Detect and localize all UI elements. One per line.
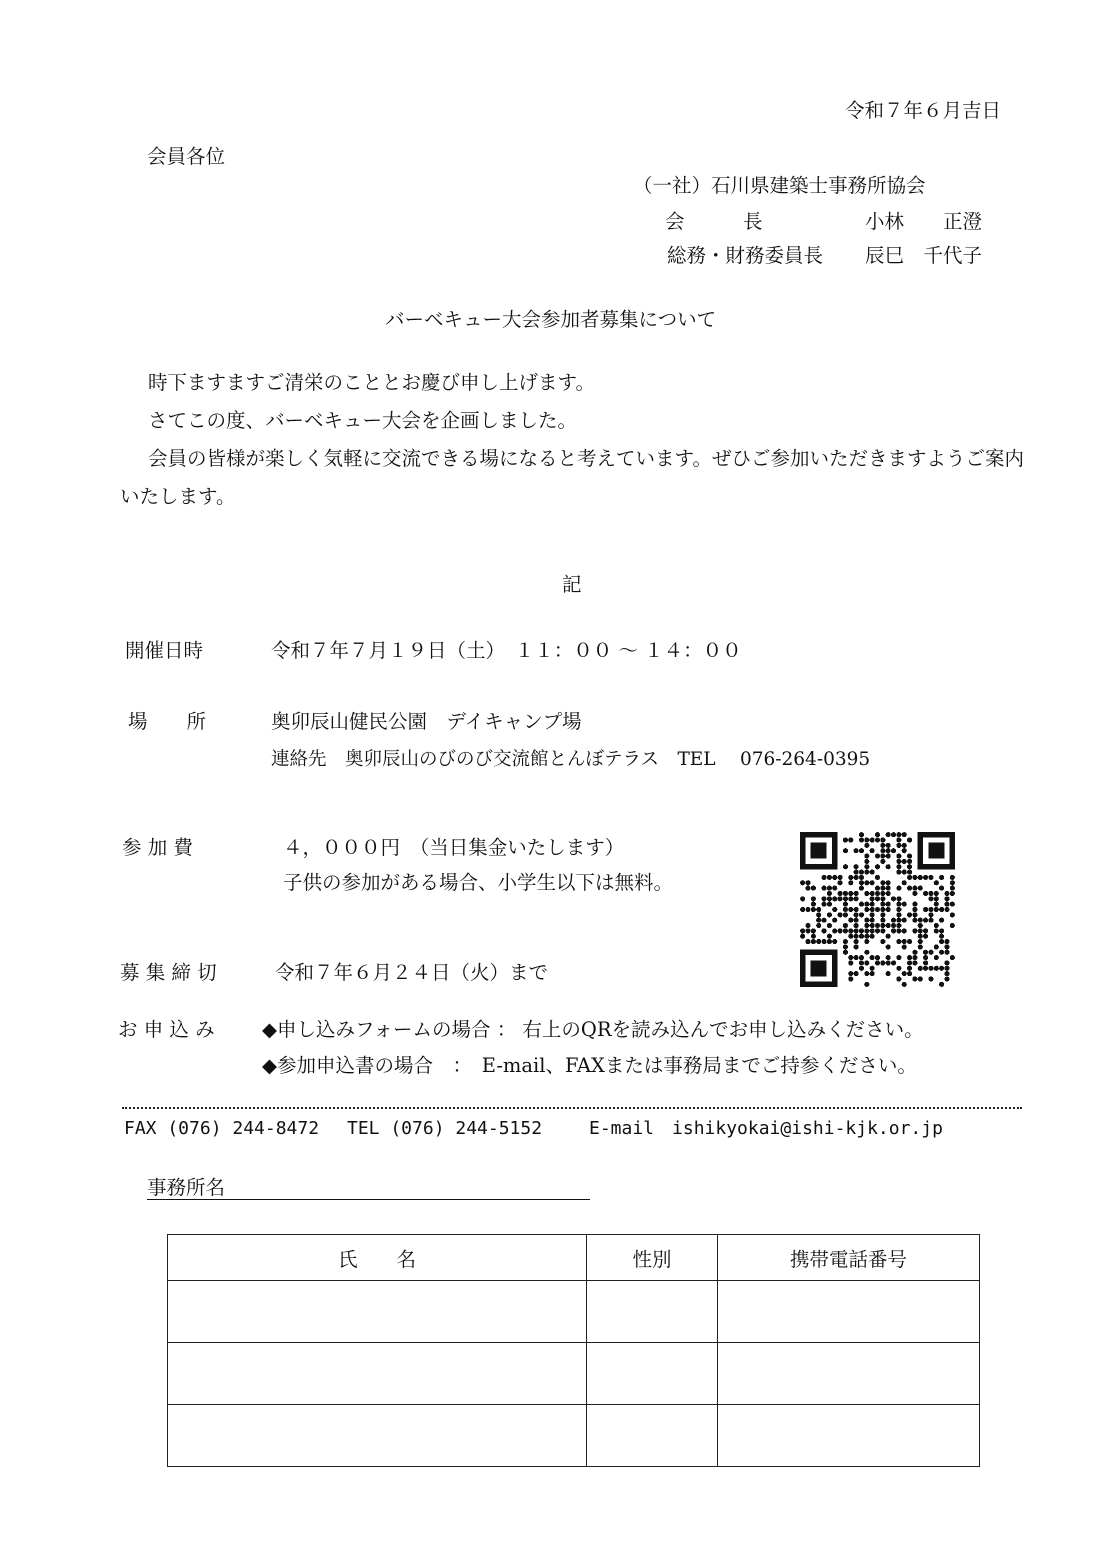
addressee: 会員各位 bbox=[147, 145, 226, 168]
sender-org: （一社）石川県建築士事務所協会 bbox=[633, 174, 926, 197]
fee-note: 子供の参加がある場合、小学生以下は無料。 bbox=[283, 871, 674, 894]
deadline-label: 募 集 締 切 bbox=[120, 961, 217, 984]
gender-cell[interactable] bbox=[587, 1343, 718, 1405]
table-row bbox=[168, 1281, 980, 1343]
qr-code-icon[interactable] bbox=[800, 832, 955, 987]
body-paragraph-2: さてこの度、バーベキュー大会を企画しました。 bbox=[148, 409, 578, 432]
apply-paper-text: ◆参加申込書の場合 ： E-mail、FAXまたは事務局までご持参ください。 bbox=[262, 1054, 917, 1077]
deadline-value: 令和７年６月２４日（火）まで bbox=[275, 961, 549, 984]
date-label: 開催日時 bbox=[125, 639, 204, 662]
sender-name-committee: 辰巳 千代子 bbox=[865, 244, 983, 267]
sender-role-committee: 総務・財務委員長 bbox=[667, 244, 824, 267]
date-value: 令和７年７月１９日（土） １１：００ ～ １４：００ bbox=[271, 639, 742, 662]
table-row bbox=[168, 1343, 980, 1405]
body-text bbox=[120, 364, 1025, 516]
apply-label: お 申 込 み bbox=[118, 1018, 215, 1041]
cut-line bbox=[122, 1107, 1022, 1109]
page-title: バーベキュー大会参加者募集について bbox=[385, 308, 717, 331]
ki-heading: 記 bbox=[562, 573, 582, 596]
table-header-row bbox=[168, 1235, 980, 1281]
participant-table bbox=[167, 1234, 980, 1467]
apply-form-text: ◆申し込みフォームの場合 ： 右上のQRを読み込んでお申し込みください。 bbox=[262, 1018, 924, 1041]
header-phone: 携帯電話番号 bbox=[718, 1235, 980, 1281]
name-cell[interactable] bbox=[168, 1405, 587, 1467]
phone-cell[interactable] bbox=[718, 1405, 980, 1467]
contact-email: E-mail ishikyokai@ishi-kjk.or.jp bbox=[589, 1118, 943, 1139]
place-value: 奥卯辰山健民公園 デイキャンプ場 bbox=[271, 710, 582, 733]
sender-name-president: 小林 正澄 bbox=[865, 210, 983, 233]
name-cell[interactable] bbox=[168, 1343, 587, 1405]
sender-role-president: 会 長 bbox=[665, 210, 763, 233]
issue-date: 令和７年６月吉日 bbox=[845, 99, 1002, 122]
contact-value: 連絡先 奥卯辰山のびのび交流館とんぼテラス TEL 076-264-0395 bbox=[271, 749, 871, 770]
name-cell[interactable] bbox=[168, 1281, 587, 1343]
phone-cell[interactable] bbox=[718, 1281, 980, 1343]
body-paragraph-3: 会員の皆様が楽しく気軽に交流できる場になると考えています。ぜひご参加いただきますようご案内いたします。 bbox=[120, 447, 1024, 508]
header-gender: 性別 bbox=[587, 1235, 718, 1281]
gender-cell[interactable] bbox=[587, 1281, 718, 1343]
body-paragraph-1: 時下ますますご清栄のこととお慶び申し上げます。 bbox=[148, 371, 595, 394]
contact-tel: TEL (076) 244-5152 bbox=[347, 1118, 543, 1139]
table-row bbox=[168, 1405, 980, 1467]
office-name-field[interactable] bbox=[147, 1199, 590, 1200]
fee-label: 参 加 費 bbox=[122, 836, 193, 859]
place-label: 場 所 bbox=[128, 710, 207, 733]
office-name-label: 事務所名 bbox=[147, 1176, 226, 1199]
header-name: 氏 名 bbox=[168, 1235, 587, 1281]
phone-cell[interactable] bbox=[718, 1343, 980, 1405]
fee-value: ４，０００円 （当日集金いたします） bbox=[283, 836, 625, 859]
gender-cell[interactable] bbox=[587, 1405, 718, 1467]
contact-fax: FAX (076) 244-8472 bbox=[124, 1118, 320, 1139]
